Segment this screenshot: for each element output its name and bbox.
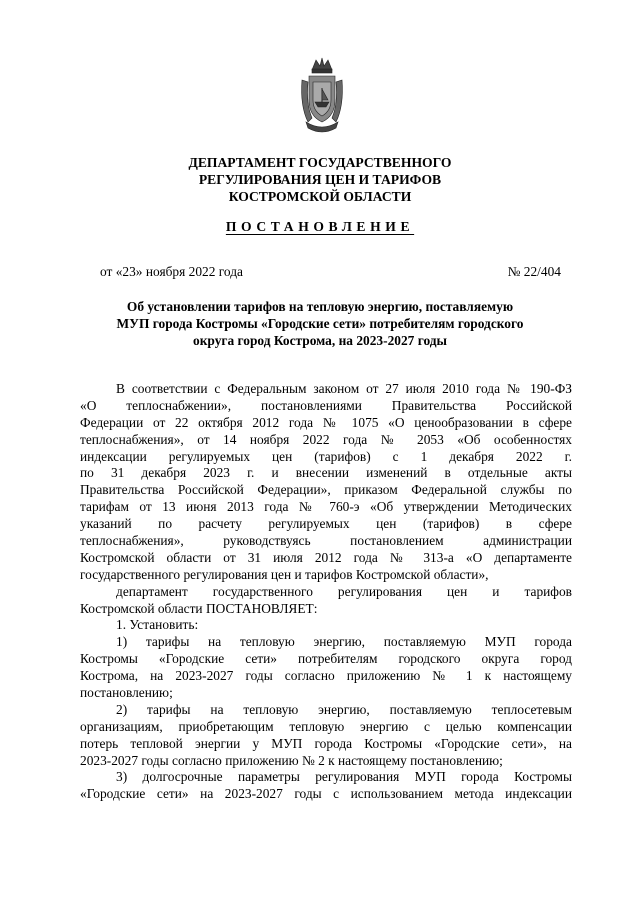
body-line: государственного регулирования цен и тарифов Костромской области», — [80, 566, 489, 582]
body-line: 1) тарифы на тепловую энергию, поставляемую МУП города — [116, 634, 572, 650]
body-line: 2023-2027 годы согласно приложению № 2 к настоящему постановлению; — [80, 752, 503, 768]
body-line: индексации регулируемых цен (тарифов) с 1 декабря 2022 г. — [80, 448, 572, 464]
dept-line-1: ДЕПАРТАМЕНТ ГОСУДАРСТВЕННОГО — [188, 155, 452, 170]
body-line: Костромской области ПОСТАНОВЛЯЕТ: — [80, 600, 318, 616]
body-line: Правительства Российской Федерации», приказом Федеральной службы по — [80, 482, 572, 498]
title-line-2: МУП города Костромы «Городские сети» потребителям городского — [116, 316, 524, 331]
body-line: 2) тарифы на тепловую энергию, поставляемую теплосетевым — [116, 701, 572, 717]
title-line-1: Об установлении тарифов на тепловую энергию, поставляемую — [126, 299, 514, 314]
body-line: департамент государственного регулирования цен и тарифов — [116, 583, 572, 599]
coat-of-arms-icon — [298, 56, 346, 136]
body-line: Костромы «Городские сети» потребителям городского округа город — [80, 651, 572, 667]
body-line: по 31 декабря 2023 г. и внесении изменений в отдельные акты — [80, 465, 572, 481]
body-line: потерь тепловой энергии у МУП города Костромы «Городские сети», на — [80, 735, 572, 751]
body-line: 1. Установить: — [116, 617, 199, 633]
body-line: В соответствии с Федеральным законом от 27 июля 2010 года № 190-ФЗ — [116, 381, 572, 396]
body-line: постановлению; — [80, 685, 173, 701]
body-line: Федерации от 22 октября 2012 года № 1075 «О ценообразовании в сфере — [80, 414, 572, 430]
body-line: теплоснабжения», руководствуясь постановлением администрации — [80, 533, 572, 549]
body-line: указаний по расчету регулируемых цен (тарифов) в сфере — [80, 516, 572, 532]
title-line-3: округа город Кострома, на 2023-2027 годы — [193, 333, 447, 348]
document-title — [0, 298, 640, 349]
body-line: теплоснабжения», от 14 ноября 2022 года № 2053 «Об особенностях — [80, 431, 572, 447]
document-body — [80, 381, 572, 803]
document-date: от «23» ноября 2022 года — [100, 264, 243, 279]
dept-line-3: КОСТРОМСКОЙ ОБЛАСТИ — [228, 189, 412, 204]
body-line: 3) долгосрочные параметры регулирования МУП города Костромы — [116, 769, 572, 785]
body-line: Кострома, на 2023-2027 годы согласно приложению № 1 к настоящему — [80, 668, 572, 684]
body-line: «О теплоснабжении», постановлениями Правительства Российской — [80, 397, 572, 413]
department-heading — [0, 154, 640, 205]
dept-line-2: РЕГУЛИРОВАНИЯ ЦЕН И ТАРИФОВ — [198, 172, 442, 187]
body-line: тарифам от 13 июня 2013 года № 760-э «Об утверждении Методических — [80, 499, 572, 515]
document-type: ПОСТАНОВЛЕНИЕ — [225, 219, 415, 234]
body-line: Костромской области от 31 июля 2012 года № 313-а «О департаменте — [80, 549, 572, 565]
body-line: организациям, приобретающим тепловую энергию с целью компенсации — [80, 718, 572, 734]
document-number: № 22/404 — [507, 264, 561, 279]
body-line: «Городские сети» на 2023-2027 годы с использованием метода индексации — [80, 786, 572, 802]
